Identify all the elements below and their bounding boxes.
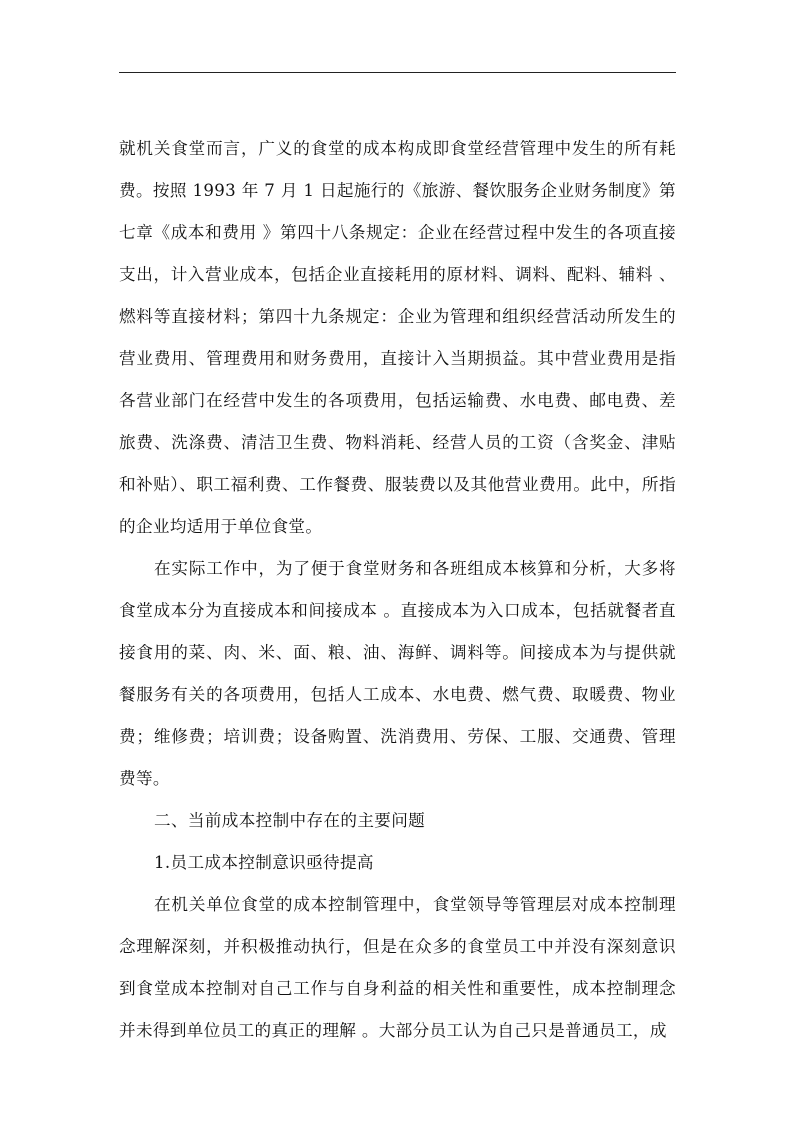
paragraph-cost-definition: 就机关食堂而言，广义的食堂的成本构成即食堂经营管理中发生的所有耗费。按照 1993 年 7 月 1 日起施行的《旅游、餐饮服务企业财务制度》第七章《成本和费用 》第四十八条规定：企业在经营过程中发生的各项直接支出，计入营业成本，包括企业直接耗用的原材料、调料、配料、辅料 、燃料等直接材料；第四十九条规定：企业为管理和组织经营活动所发生的营业费用、管理费用和财务费用，直接计入当期损益。其中营业费用是指各营业部门在经营中发生的各项费用，包括运输费、水电费、邮电费、差旅费、洗涤费、清洁卫生费、物料消耗、经营人员的工资（含奖金、津贴和补贴）、职工福利费、工作餐费、服装费以及其他营业费用。此中，所指的企业均适用于单位食堂。 <box>119 139 676 536</box>
subsection-heading: 1.员工成本控制意识亟待提高 <box>154 853 374 872</box>
paragraph-awareness: 在机关单位食堂的成本控制管理中，食堂领导等管理层对成本控制理念理解深刻，并积极推动执行，但是在众多的食堂员工中并没有深刻意识到食堂成本控制对自己工作与自身利益的相关性和重要性，成本控制理念并未得到单位员工的真正的理解 。大部分员工认为自己只是普通员工，成 <box>119 895 676 1040</box>
section-heading: 二、当前成本控制中存在的主要问题 <box>154 811 426 830</box>
paragraph-cost-classification: 在实际工作中，为了便于食堂财务和各班组成本核算和分析，大多将食堂成本分为直接成本和间接成本 。直接成本为入口成本，包括就餐者直接食用的菜、肉、米、面、粮、油、海鲜、调料等。间接成本为与提供就餐服务有关的各项费用，包括人工成本、水电费、燃气费、取暖费、物业费；维修费；培训费；设备购置、洗消费用、劳保、工服、交通费、管理费等。 <box>119 559 676 788</box>
header-rule <box>119 72 676 73</box>
document-body <box>119 128 676 1052</box>
